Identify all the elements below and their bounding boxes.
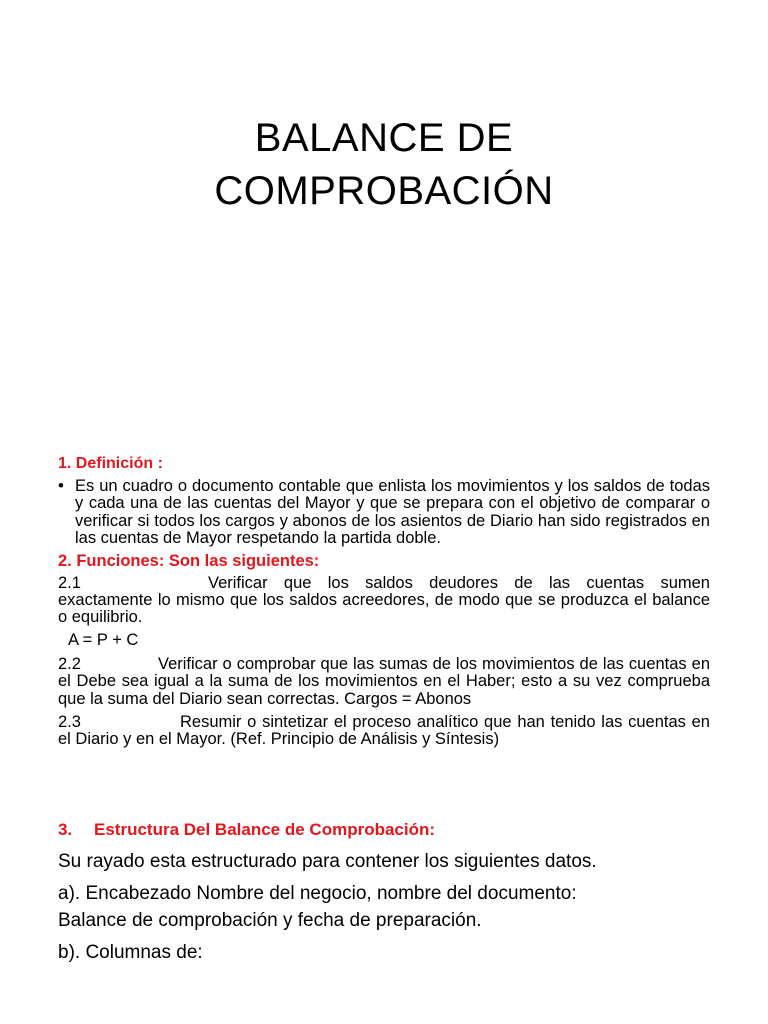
item-2-3-text: Resumir o sintetizar el proceso analítico que han tenido las cuentas en el Diario y en el Mayor. (Ref. Principio de Análisis y Síntesis) [58, 713, 710, 749]
item-2-2-text: Verificar o comprobar que las sumas de los movimientos de las cuentas en el Debe sea igual a la suma de los movimientos en el Haber; esto a su vez comprueba que la suma del Diario sean correctas. Cargos = Abonos [58, 654, 710, 708]
section-3-heading [58, 819, 710, 841]
section-1-heading: 1. Definición : [58, 455, 163, 472]
item-2-3 [58, 714, 710, 749]
section-3-title: Estructura Del Balance de Comprobación: [94, 819, 436, 839]
item-2-1 [58, 575, 710, 627]
slide-title [0, 112, 768, 218]
title-line-2: COMPROBACIÓN [214, 169, 554, 213]
structure-item-b: b). Columnas de: [58, 941, 203, 963]
item-2-2-number: 2.2 [58, 654, 81, 673]
content-slide [0, 440, 768, 1024]
item-2-2 [58, 656, 710, 708]
item-2-1-number: 2.1 [58, 573, 81, 592]
content-body [58, 454, 710, 966]
section-3-number: 3. [58, 819, 73, 839]
definition-bullet [58, 478, 710, 548]
structure-item-a: a). Encabezado Nombre del negocio, nombre del documento: Balance de comprobación y fecha de preparación. [58, 882, 577, 931]
structure-intro: Su rayado esta estructurado para contener los siguientes datos. [58, 850, 597, 872]
item-2-1-text: Verificar que los saldos deudores de las cuentas sumen exactamente lo mismo que los saldos acreedores, de modo que se produzca el balance o equilibrio. [58, 573, 710, 627]
title-line-1: BALANCE DE [254, 116, 514, 160]
section-2-heading: 2. Funciones: Son las siguientes: [58, 551, 320, 570]
title-slide [0, 0, 768, 420]
bullet-icon: • [58, 477, 64, 495]
definition-text: Es un cuadro o documento contable que enlista los movimientos y los saldos de todas y cada una de las cuentas del Mayor y que se prepara con el objetivo de comparar o verificar si todos los cargos y abonos de los asientos de Diario han sido registrados en las cuentas de Mayor respetando la partida doble. [75, 477, 710, 548]
item-2-3-number: 2.3 [58, 713, 81, 732]
formula-a-p-c: A = P + C [68, 630, 139, 649]
